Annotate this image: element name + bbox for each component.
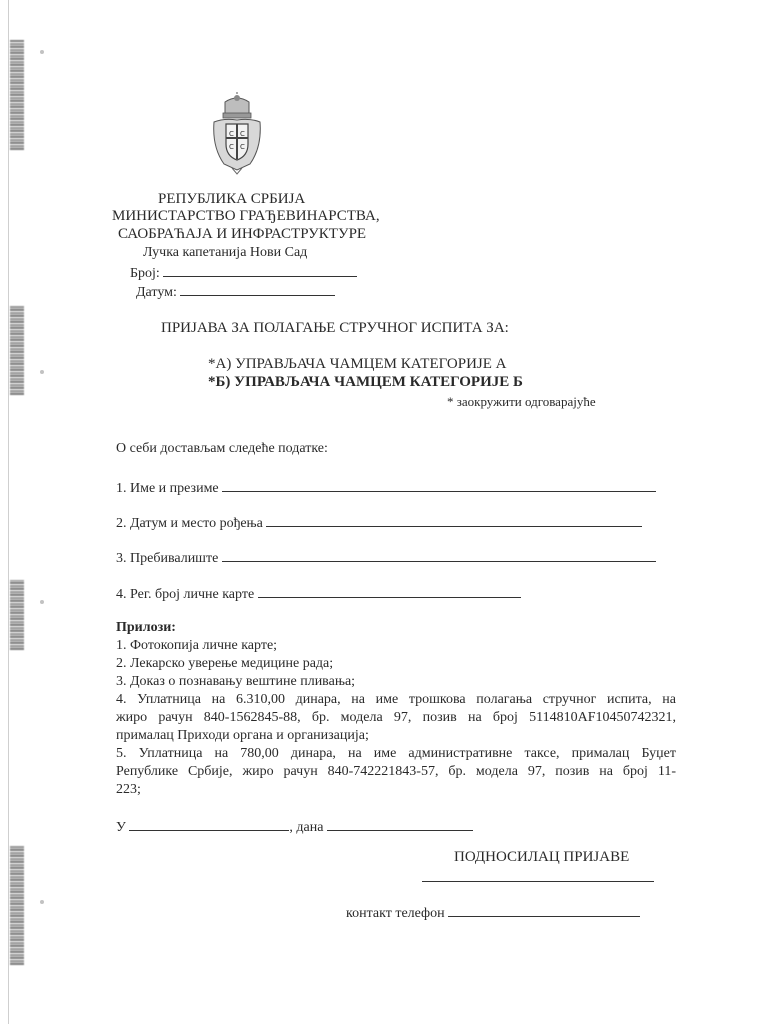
- attachment-item: 3. Доказ о познавању вештине пливања;: [116, 674, 356, 689]
- field-birth-date-place[interactable]: [116, 513, 642, 532]
- signature-line[interactable]: [422, 881, 654, 882]
- option-a[interactable]: *А) УПРАВЉАЧА ЧАМЦЕМ КАТЕГОРИЈЕ А: [208, 356, 507, 372]
- svg-text:C: C: [229, 130, 234, 138]
- day-blank-line: [327, 817, 473, 831]
- number-field[interactable]: [130, 263, 357, 282]
- attachments-section: [116, 619, 676, 799]
- ministry-name-line2: САОБРАЋАЈА И ИНФРАСТРУКТУРЕ: [118, 226, 367, 242]
- phone-label: контакт телефон: [346, 906, 445, 921]
- number-label: Број:: [130, 266, 160, 281]
- place-date-field[interactable]: [116, 817, 473, 836]
- attachment-item: 2. Лекарско уверење медицине рада;: [116, 656, 334, 671]
- date-field[interactable]: [136, 282, 335, 301]
- phone-field[interactable]: [346, 903, 640, 922]
- scan-speck: [40, 370, 44, 374]
- scan-binder-mark: [10, 305, 24, 395]
- svg-text:C: C: [229, 143, 234, 151]
- option-note: * заокружити одговарајуће: [447, 394, 596, 409]
- field-label: 2. Датум и место рођења: [116, 516, 263, 531]
- coat-of-arms-icon: [210, 92, 264, 176]
- attachment-item-5-line: 5. Уплатница на 780,00 динара, на име административне таксе, прималац Буџет: [116, 746, 676, 761]
- scan-binder-mark: [10, 845, 24, 965]
- field-blank-line: [266, 513, 642, 527]
- intro-text: О себи достављам следеће податке:: [116, 441, 328, 456]
- scan-binder-mark: [10, 40, 24, 150]
- place-blank-line: [129, 817, 289, 831]
- attachments-heading: Прилози:: [116, 620, 176, 635]
- svg-text:C: C: [240, 130, 245, 138]
- field-blank-line: [258, 584, 521, 598]
- attachment-item-4-line: жиро рачун 840-1562845-88, бр. модела 97, позив на број 5114810AF10450742321,: [116, 710, 676, 725]
- option-b[interactable]: *Б) УПРАВЉАЧА ЧАМЦЕМ КАТЕГОРИЈЕ Б: [208, 374, 523, 390]
- field-blank-line: [222, 478, 656, 492]
- phone-blank-line: [448, 903, 640, 917]
- attachment-item: 1. Фотокопија личне карте;: [116, 638, 278, 653]
- place-label: У: [116, 820, 126, 835]
- attachment-item-5-line: 223;: [116, 782, 141, 797]
- applicant-label: ПОДНОСИЛАЦ ПРИЈАВЕ: [454, 849, 630, 865]
- attachment-item-4-line: прималац Приходи органа и организација;: [116, 728, 369, 743]
- field-label: 1. Име и презиме: [116, 481, 219, 496]
- field-full-name[interactable]: [116, 478, 656, 497]
- scan-speck: [40, 900, 44, 904]
- field-label: 3. Пребивалиште: [116, 551, 219, 566]
- field-label: 4. Рег. број личне карте: [116, 587, 255, 602]
- country-name: РЕПУБЛИКА СРБИЈА: [158, 191, 306, 207]
- scan-speck: [40, 600, 44, 604]
- field-id-card-number[interactable]: [116, 584, 521, 603]
- form-title: ПРИЈАВА ЗА ПОЛАГАЊЕ СТРУЧНОГ ИСПИТА ЗА:: [161, 320, 509, 336]
- field-residence[interactable]: [116, 548, 656, 567]
- attachment-item-4-line: 4. Уплатница на 6.310,00 динара, на име трошкова полагања стручног испита, на: [116, 692, 676, 707]
- scan-edge: [8, 0, 9, 1024]
- svg-text:C: C: [240, 143, 245, 151]
- date-blank-line: [180, 282, 335, 296]
- field-blank-line: [222, 548, 656, 562]
- scan-binder-mark: [10, 580, 24, 650]
- scan-speck: [40, 50, 44, 54]
- date-label: Датум:: [136, 285, 177, 300]
- number-blank-line: [163, 263, 357, 277]
- attachment-item-5-line: Републике Србије, жиро рачун 840-742221843-57, бр. модела 97, позив на број 11-: [116, 764, 676, 779]
- day-label: , дана: [289, 820, 324, 835]
- ministry-name-line1: МИНИСТАРСТВО ГРАЂЕВИНАРСТВА,: [112, 208, 380, 224]
- office-name: Лучка капетанија Нови Сад: [143, 245, 308, 260]
